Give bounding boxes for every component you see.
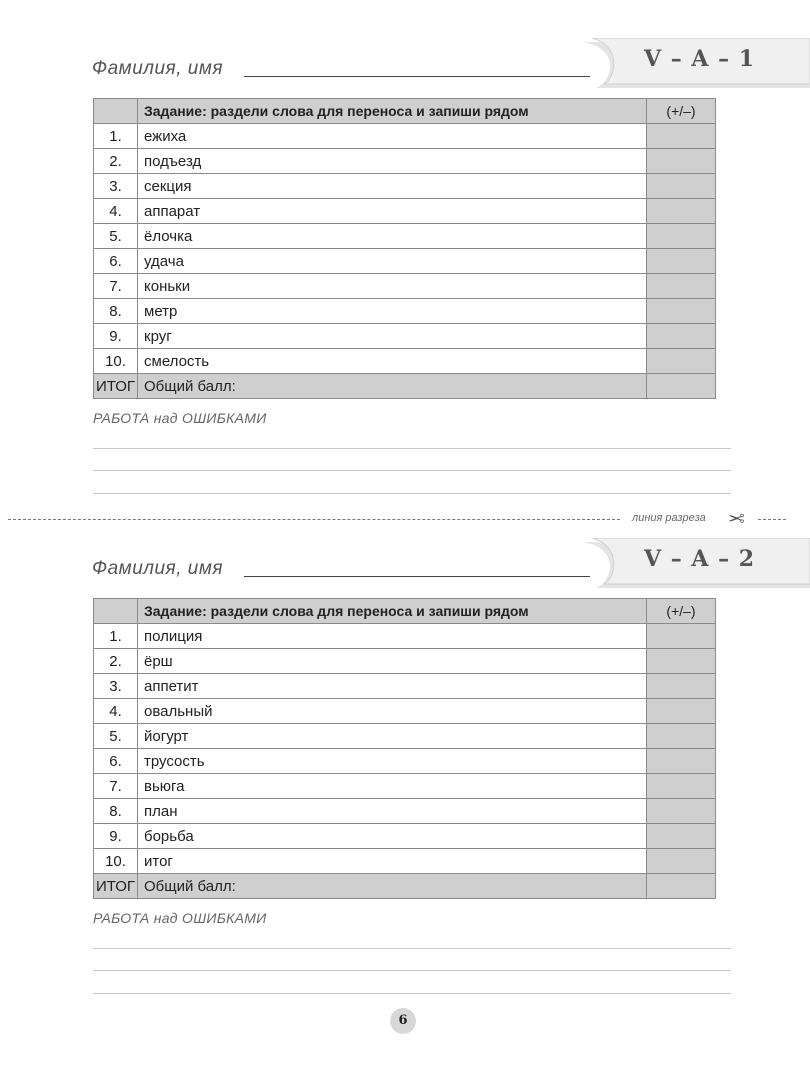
table-row <box>94 774 716 799</box>
name-label: Фамилия, имя <box>92 558 223 579</box>
row-number: 6. <box>94 249 138 274</box>
row-number: 4. <box>94 199 138 224</box>
write-line[interactable] <box>93 948 731 949</box>
row-mark[interactable] <box>647 249 716 274</box>
row-number: 9. <box>94 324 138 349</box>
table-row <box>94 724 716 749</box>
row-number: 10. <box>94 349 138 374</box>
cut-label: линия разреза <box>632 512 706 524</box>
row-mark[interactable] <box>647 674 716 699</box>
header-num-cell <box>94 99 138 124</box>
card-variant-2 <box>0 500 810 1000</box>
row-mark[interactable] <box>647 299 716 324</box>
header-num-cell <box>94 599 138 624</box>
row-mark[interactable] <box>647 774 716 799</box>
row-number: 3. <box>94 174 138 199</box>
row-word[interactable]: аппетит <box>138 674 647 699</box>
row-mark[interactable] <box>647 124 716 149</box>
task-table <box>93 598 716 899</box>
total-label: ИТОГ <box>94 874 138 899</box>
row-word[interactable]: итог <box>138 849 647 874</box>
row-mark[interactable] <box>647 349 716 374</box>
table-row <box>94 224 716 249</box>
errors-label: РАБОТА над ОШИБКАМИ <box>93 910 267 926</box>
table-row <box>94 174 716 199</box>
total-row <box>94 874 716 899</box>
row-number: 5. <box>94 724 138 749</box>
task-header: Задание: раздели слова для переноса и запиши рядом <box>138 599 647 624</box>
errors-label: РАБОТА над ОШИБКАМИ <box>93 410 267 426</box>
row-mark[interactable] <box>647 224 716 249</box>
variant-code: V – A – 2 <box>644 546 756 572</box>
row-word[interactable]: круг <box>138 324 647 349</box>
page-number: 6 <box>390 1008 416 1034</box>
write-line[interactable] <box>93 970 731 971</box>
table-row <box>94 199 716 224</box>
row-number: 1. <box>94 624 138 649</box>
row-number: 9. <box>94 824 138 849</box>
row-word[interactable]: план <box>138 799 647 824</box>
row-word[interactable]: аппарат <box>138 199 647 224</box>
scissors-icon: ✂ <box>728 506 745 528</box>
task-table <box>93 98 716 399</box>
table-header-row <box>94 99 716 124</box>
table-row <box>94 674 716 699</box>
variant-ribbon <box>582 38 810 88</box>
write-line[interactable] <box>93 448 731 449</box>
name-write-line[interactable] <box>244 76 590 77</box>
table-row <box>94 299 716 324</box>
table-row <box>94 749 716 774</box>
table-row <box>94 699 716 724</box>
table-row <box>94 324 716 349</box>
total-text: Общий балл: <box>138 374 647 399</box>
total-row <box>94 374 716 399</box>
row-word[interactable]: йогурт <box>138 724 647 749</box>
mark-header: (+/–) <box>647 99 716 124</box>
write-line[interactable] <box>93 493 731 494</box>
row-word[interactable]: секция <box>138 174 647 199</box>
total-label: ИТОГ <box>94 374 138 399</box>
name-row <box>92 54 592 84</box>
name-row <box>92 554 592 584</box>
row-mark[interactable] <box>647 699 716 724</box>
row-word[interactable]: вьюга <box>138 774 647 799</box>
row-number: 2. <box>94 649 138 674</box>
row-number: 3. <box>94 674 138 699</box>
row-mark[interactable] <box>647 749 716 774</box>
name-write-line[interactable] <box>244 576 590 577</box>
variant-code: V – A – 1 <box>644 46 756 72</box>
row-word[interactable]: борьба <box>138 824 647 849</box>
table-row <box>94 349 716 374</box>
table-row <box>94 849 716 874</box>
write-line[interactable] <box>93 993 731 994</box>
row-mark[interactable] <box>647 324 716 349</box>
row-mark[interactable] <box>647 849 716 874</box>
write-line[interactable] <box>93 470 731 471</box>
table-header-row <box>94 599 716 624</box>
row-word[interactable]: метр <box>138 299 647 324</box>
table-row <box>94 124 716 149</box>
row-mark[interactable] <box>647 624 716 649</box>
row-word[interactable]: трусость <box>138 749 647 774</box>
row-word[interactable]: удача <box>138 249 647 274</box>
mark-header: (+/–) <box>647 599 716 624</box>
task-header: Задание: раздели слова для переноса и запиши рядом <box>138 99 647 124</box>
row-number: 8. <box>94 299 138 324</box>
row-mark[interactable] <box>647 724 716 749</box>
table-row <box>94 149 716 174</box>
table-row <box>94 649 716 674</box>
row-word[interactable]: подъезд <box>138 149 647 174</box>
table-row <box>94 824 716 849</box>
row-mark[interactable] <box>647 824 716 849</box>
row-number: 6. <box>94 749 138 774</box>
table-row <box>94 799 716 824</box>
row-number: 7. <box>94 774 138 799</box>
table-row <box>94 274 716 299</box>
row-word[interactable]: коньки <box>138 274 647 299</box>
name-label: Фамилия, имя <box>92 58 223 79</box>
total-mark[interactable] <box>647 874 716 899</box>
total-text: Общий балл: <box>138 874 647 899</box>
row-number: 1. <box>94 124 138 149</box>
row-word[interactable]: овальный <box>138 699 647 724</box>
row-word[interactable]: ежиха <box>138 124 647 149</box>
row-mark[interactable] <box>647 149 716 174</box>
variant-ribbon <box>582 538 810 588</box>
row-number: 10. <box>94 849 138 874</box>
row-mark[interactable] <box>647 174 716 199</box>
row-mark[interactable] <box>647 649 716 674</box>
row-number: 4. <box>94 699 138 724</box>
row-word[interactable]: смелость <box>138 349 647 374</box>
row-mark[interactable] <box>647 799 716 824</box>
row-number: 8. <box>94 799 138 824</box>
row-mark[interactable] <box>647 199 716 224</box>
row-number: 5. <box>94 224 138 249</box>
card-variant-1 <box>0 0 810 500</box>
row-word[interactable]: ёлочка <box>138 224 647 249</box>
row-word[interactable]: ёрш <box>138 649 647 674</box>
total-mark[interactable] <box>647 374 716 399</box>
table-row <box>94 624 716 649</box>
row-word[interactable]: полиция <box>138 624 647 649</box>
row-number: 7. <box>94 274 138 299</box>
table-row <box>94 249 716 274</box>
row-number: 2. <box>94 149 138 174</box>
row-mark[interactable] <box>647 274 716 299</box>
